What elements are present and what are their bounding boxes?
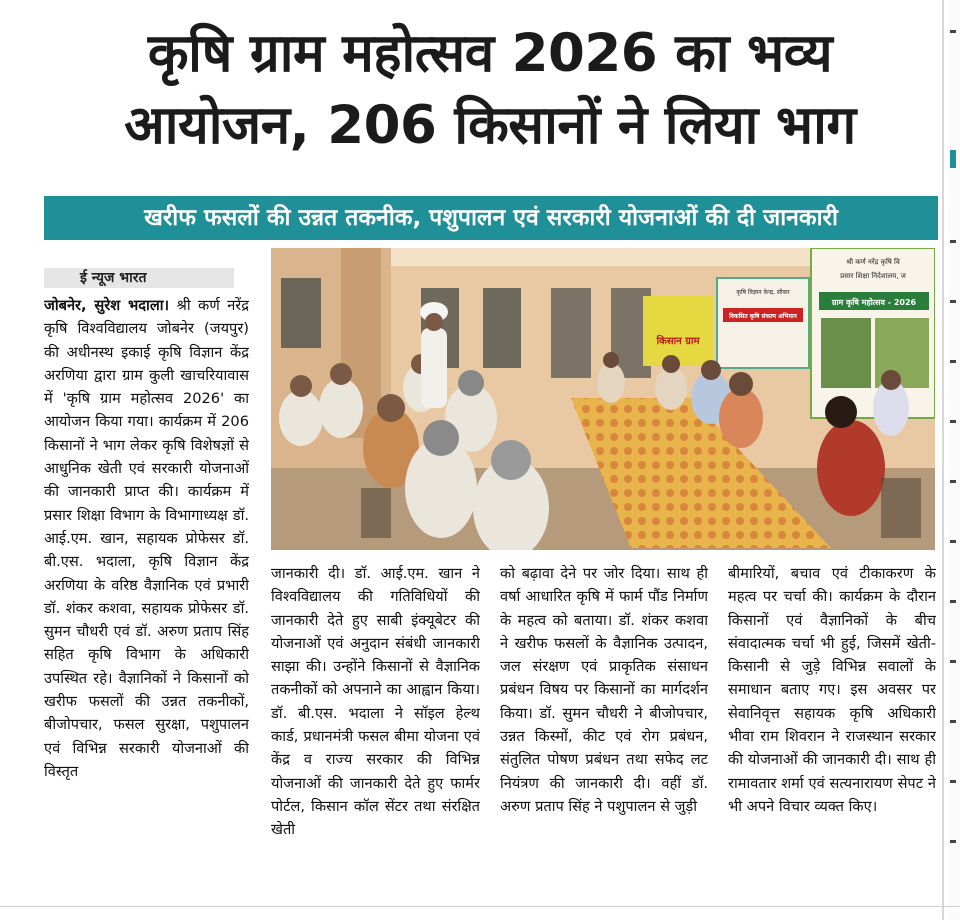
article-dateline: जोबनेर, सुरेश भदाला।	[44, 297, 170, 314]
article-column-2: जानकारी दी। डॉ. आई.एम. खान ने विश्वविद्यालय की गतिविधियों की जानकारी देते हुए साबी इंक्यूबेटर की योजनाओं एवं अनुदान संबंधी जानकारी साझा की। उन्होंने किसानों से वैज्ञानिक तकनीकों को अपनाने का आह्वान किया। डॉ. बी.एस. भदाला ने सॉइल हेल्थ कार्ड, प्रधानमंत्री फसल बीमा योजना एवं केंद्र व राज्य सरकार की विभिन्न योजनाओं की जानकारी देते हुए फार्मर पोर्टल, किसान कॉल सेंटर तथा संरक्षित खेती	[271, 565, 480, 839]
banner-mid-top-text: कृषि विज्ञान केन्द्र, सीकर	[736, 289, 790, 296]
headline-line-2: आयोजन, 206 किसानों ने लिया भाग	[124, 95, 856, 156]
article-column-1	[44, 294, 249, 896]
banner-right-sub-text: प्रसार शिक्षा निदेशालय, ज	[840, 272, 906, 280]
column-divider	[942, 0, 944, 920]
subheadline-banner: खरीफ फसलों की उन्नत तकनीक, पशुपालन एवं सरकारी योजनाओं की दी जानकारी	[44, 196, 938, 240]
adjacent-page-edge	[948, 0, 960, 920]
article-column-4: बीमारियों, बचाव एवं टीकाकरण के महत्व पर चर्चा की। कार्यक्रम के दौरान किसानों एवं वैज्ञानिकों के बीच संवादात्मक चर्चा भी हुई, जिसमें खेती-किसानी से जुड़े विभिन्न सवालों के समाधान बताए गए। इस अवसर पर सेवानिवृत्त सहायक कृषि अधिकारी भीवा राम शिवरान ने राजस्थान सरकार की योजनाओं की जानकारी दी। साथ ही रामावतार शर्मा एवं सत्यनारायण सेपट ने भी अपने विचार व्यक्त किए।	[728, 565, 936, 815]
headline-line-1: कृषि ग्राम महोत्सव 2026 का भव्य	[147, 23, 833, 84]
article-column-1-text: श्री कर्ण नरेंद्र कृषि विश्वविद्यालय जोबनेर (जयपुर) की अधीनस्थ इकाई कृषि विज्ञान केंद्र अरणिया द्वारा ग्राम कुली खाचरियावास में 'कृषि ग्राम महोत्सव 2026' का आयोजन किया गया। कार्यक्रम में 206 किसानों ने भाग लेकर कृषि विशेषज्ञों से आधुनिक खेती एवं सरकारी योजनाओं की जानकारी प्राप्त की। कार्यक्रम में प्रसार शिक्षा विभाग के विभागाध्यक्ष डॉ. आई.एम. खान, सहायक प्रोफेसर डॉ. बी.एस. भदाला, कृषि विज्ञान केंद्र अरणिया के वरिष्ठ वैज्ञानिक एवं प्रभारी डॉ. शंकर कशवा, सहायक प्रोफेसर डॉ. सुमन चौधरी एवं डॉ. अरुण प्रताप सिंह सहित कृषि विभाग के अधिकारी उपस्थित रहे। वैज्ञानिकों ने किसानों को खरीफ फसलों की उन्नत तकनीकों, बीजोपचार, फसल सुरक्षा, पशुपालन एवं विभिन्न सरकारी योजनाओं की विस्तृत	[44, 297, 249, 780]
banner-right-top-text: श्री कर्ण नरेंद्र कृषि वि	[846, 258, 900, 266]
headline	[40, 18, 940, 162]
bottom-border	[0, 906, 960, 907]
byline: ई न्यूज भारत	[80, 270, 147, 286]
banner-center-bg	[643, 296, 713, 366]
banner-mid-campaign-text: विकसित कृषि संकल्प अभियान	[729, 313, 797, 320]
article-column-3: को बढ़ावा देने पर जोर दिया। साथ ही वर्षा आधारित कृषि में फार्म पौंड निर्माण के महत्व को बताया। डॉ. शंकर कशवा ने खरीफ फसलों के वैज्ञानिक उत्पादन, जल संरक्षण एवं प्राकृतिक संसाधन प्रबंधन विषय पर किसानों का मार्गदर्शन किया। डॉ. सुमन चौधरी ने बीजोपचार, उन्नत किस्मों, कीट एवं रोग प्रबंधन, संतुलित पोषण प्रबंधन तथा सफेद लट नियंत्रण की जानकारी दी। वहीं डॉ. अरुण प्रताप सिंह ने पशुपालन से जुड़ी	[500, 565, 708, 815]
banner-right-title-text: ग्राम कृषि महोत्सव - 2026	[831, 298, 917, 307]
banner-center-text: किसान ग्राम	[656, 336, 700, 347]
event-photo	[271, 248, 935, 550]
